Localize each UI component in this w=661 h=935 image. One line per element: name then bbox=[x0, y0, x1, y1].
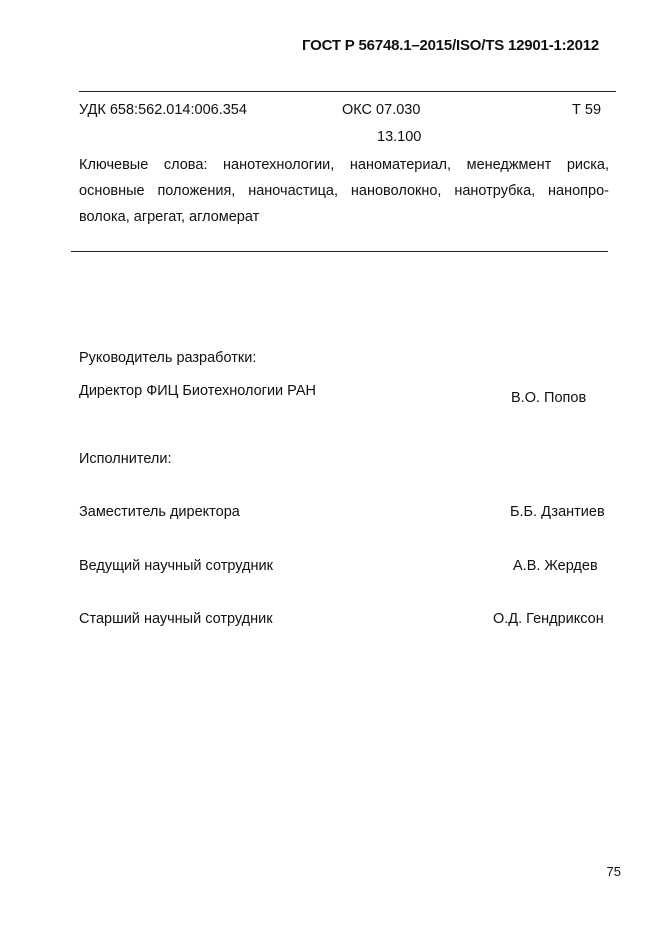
document-header: ГОСТ Р 56748.1–2015/ISO/TS 12901-1:2012 bbox=[302, 37, 599, 54]
keywords-paragraph bbox=[79, 152, 609, 230]
oks-code-primary: ОКС 07.030 bbox=[342, 102, 421, 118]
bottom-rule bbox=[71, 251, 608, 252]
page-number: 75 bbox=[606, 864, 621, 879]
performer-name: О.Д. Гендриксон bbox=[493, 611, 604, 627]
keywords-line: волока, агрегат, агломерат bbox=[79, 209, 260, 225]
lead-heading: Руководитель разработки: bbox=[79, 350, 257, 366]
performer-position: Старший научный сотрудник bbox=[79, 611, 273, 627]
classification-code: Т 59 bbox=[572, 102, 602, 118]
performer-position: Заместитель директора bbox=[79, 504, 240, 520]
performer-position: Ведущий научный сотрудник bbox=[79, 558, 273, 574]
top-rule bbox=[79, 91, 616, 92]
keywords-line: основные положения, наночастица, нановолокно, нанотрубка, нанопро- bbox=[79, 183, 609, 199]
oks-code-secondary: 13.100 bbox=[377, 129, 422, 145]
udk-code: УДК 658:562.014:006.354 bbox=[79, 102, 247, 118]
keywords-line: Ключевые слова: нанотехнологии, наноматериал, менеджмент риска, bbox=[79, 157, 609, 173]
performer-name: А.В. Жердев bbox=[513, 558, 598, 574]
performers-heading: Исполнители: bbox=[79, 451, 172, 467]
performer-name: Б.Б. Дзантиев bbox=[510, 504, 605, 520]
lead-name: В.О. Попов bbox=[511, 390, 587, 406]
lead-position: Директор ФИЦ Биотехнологии РАН bbox=[79, 383, 317, 399]
